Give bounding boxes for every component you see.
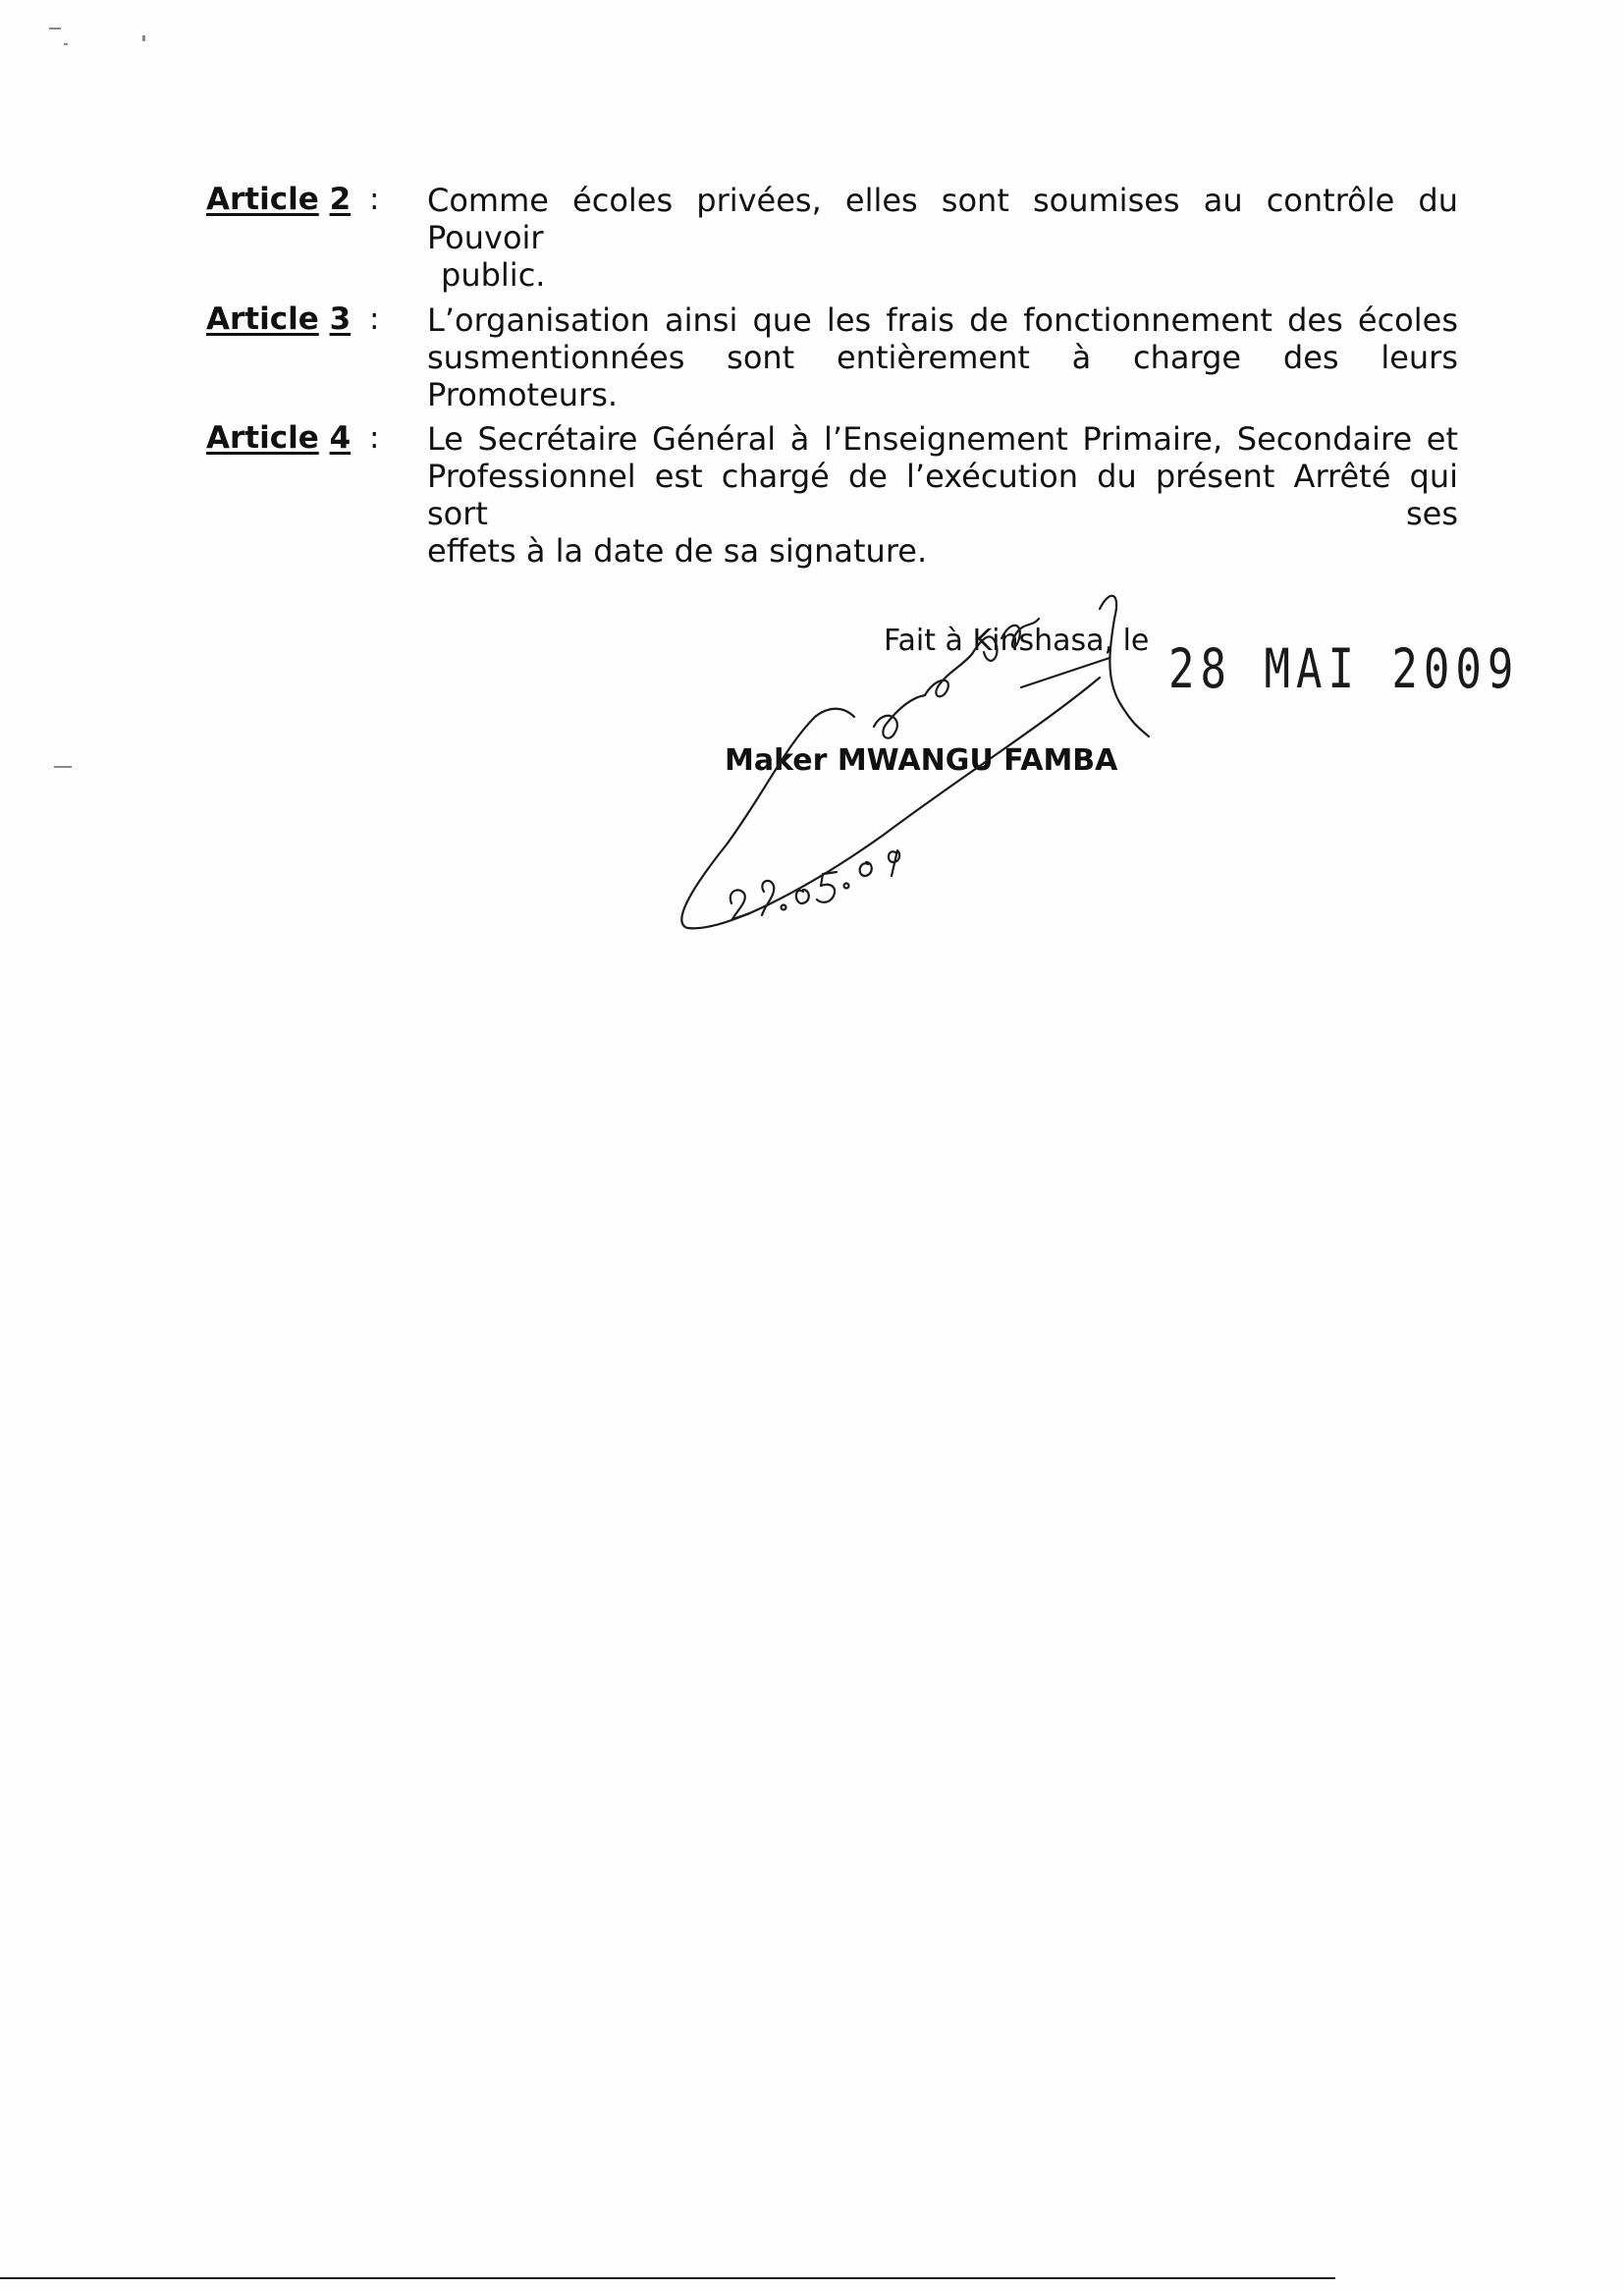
article-4-colon: : [368,420,380,456]
article-2-line-1: Comme écoles privées, elles sont soumises au contrôle du Pouvoir [427,182,1458,256]
article-3-number: 3 [329,301,352,337]
handwritten-signature [668,579,1178,962]
article-2-colon: : [368,182,380,217]
article-4-label [206,420,379,456]
scan-speck [49,27,61,29]
signer-name: Maker MWANGU FAMBA [725,743,1118,778]
article-2-label [206,182,379,217]
article-3-colon: : [368,301,380,337]
article-3-label [206,301,379,337]
article-2-number: 2 [329,182,352,217]
article-4-text [427,420,1458,570]
article-4-number: 4 [329,420,352,456]
bottom-rule [0,2277,1335,2279]
article-4-word: Article [206,420,319,456]
article-2-word: Article [206,182,319,217]
date-stamp: 28 MAI 2009 [1168,638,1520,701]
article-4-line-1: Le Secrétaire Général à l’Enseignement Primaire, Secondaire et [427,420,1458,458]
scan-speck [54,766,72,768]
article-4-line-2: Professionnel est chargé de l’exécution du présent Arrêté qui sort ses [427,458,1458,532]
scan-speck [64,43,68,45]
article-3-word: Article [206,301,319,337]
article-2-line-2: public. [441,256,546,294]
article-3-line-2: susmentionnées sont entièrement à charge des leurs Promoteurs. [427,339,1458,413]
scan-speck [142,35,145,41]
article-3-line-1: L’organisation ainsi que les frais de fonctionnement des écoles [427,301,1458,339]
article-4-line-3: effets à la date de sa signature. [427,532,928,570]
article-3-text [427,301,1458,413]
article-2-text [427,182,1458,294]
place-and-date-label: Fait à Kinshasa, le [884,624,1150,658]
